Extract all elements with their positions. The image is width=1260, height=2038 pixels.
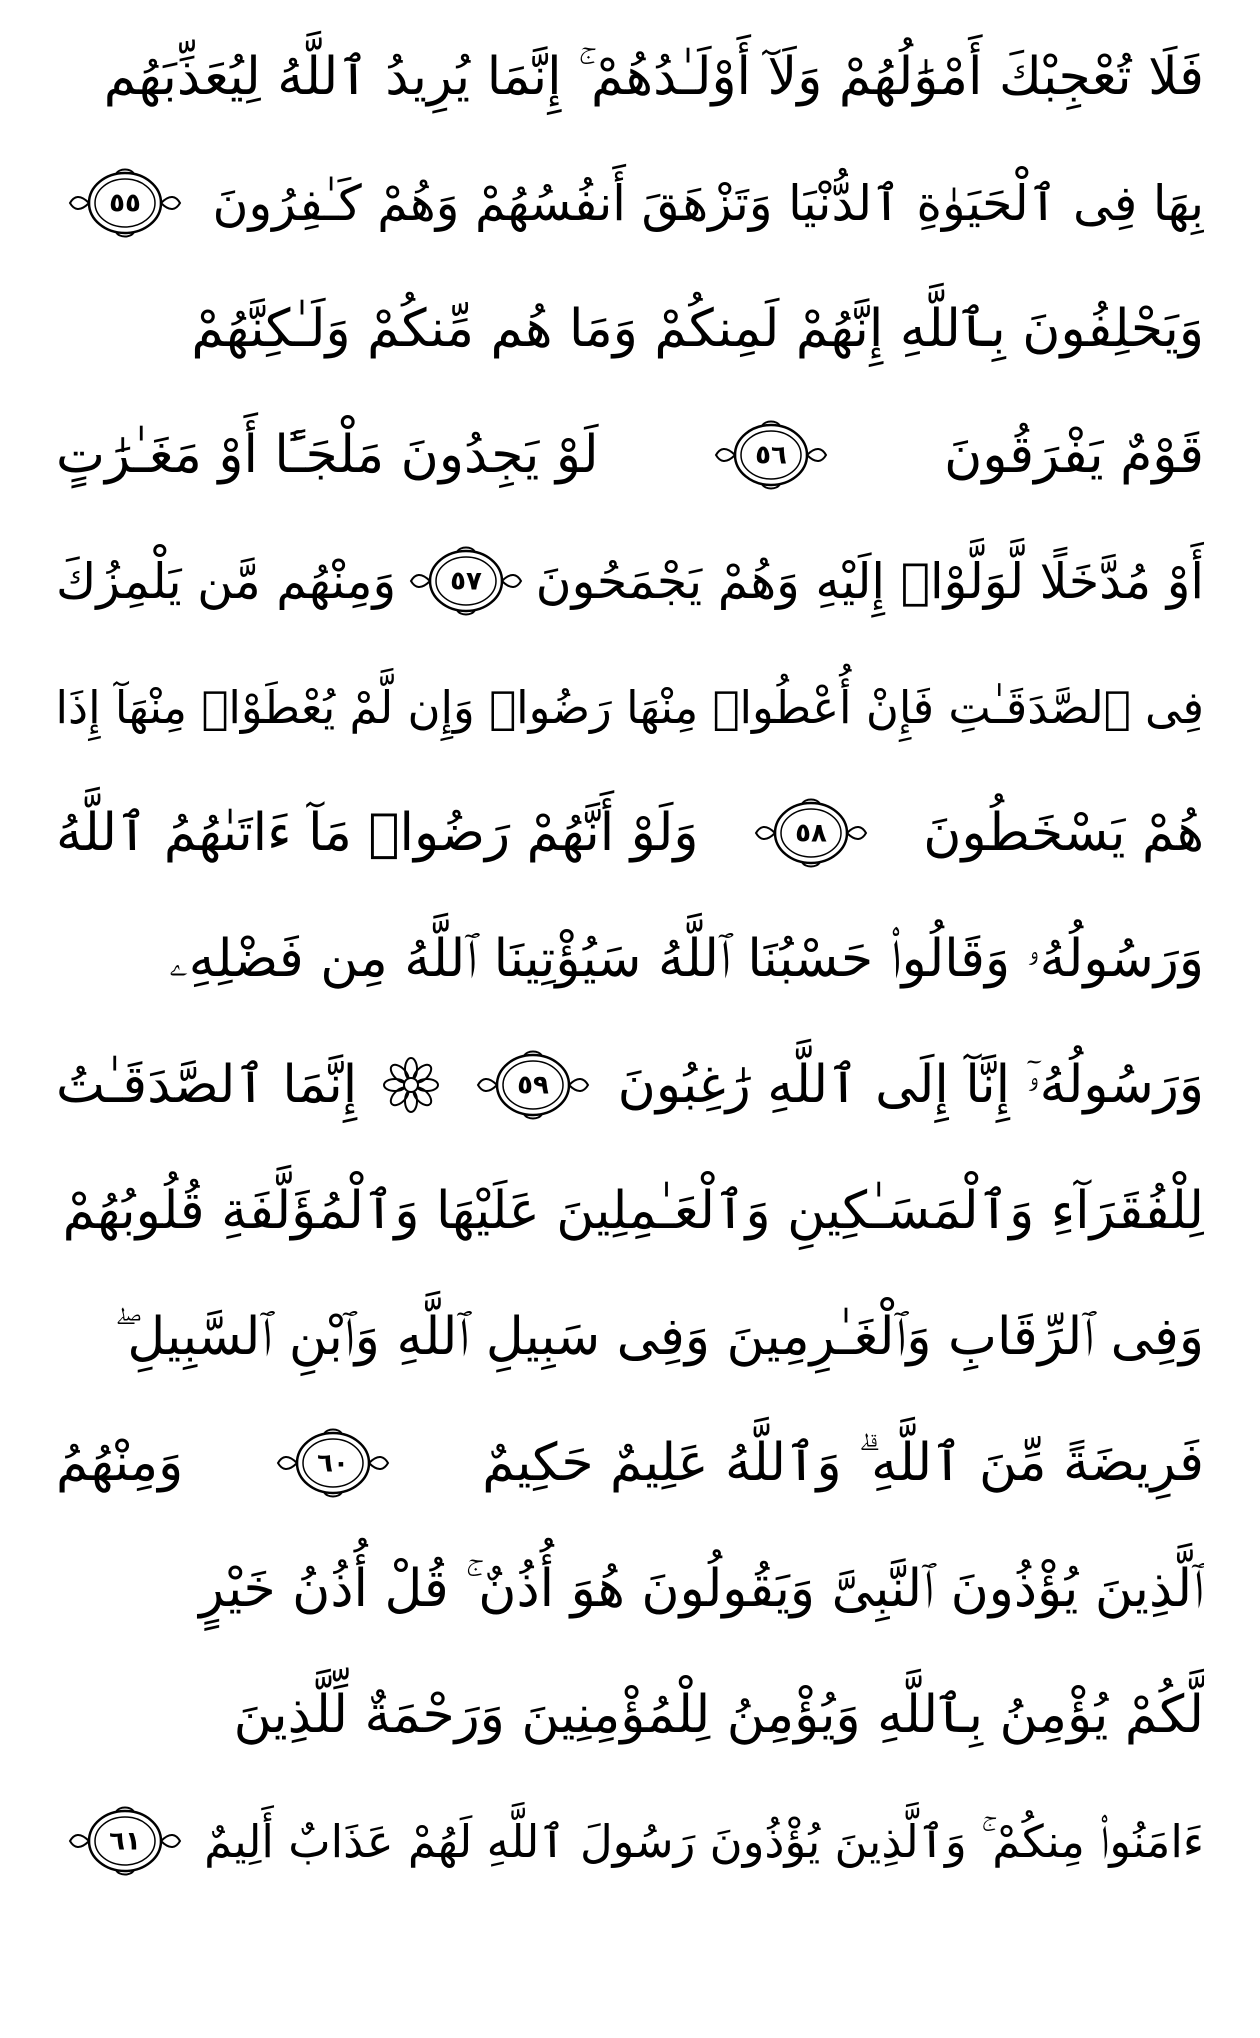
verse-text: قَوْمٌ يَفْرَقُونَ [944,425,1204,485]
text-line [56,770,1204,896]
ayah-number: ٦١ [109,1826,141,1857]
verse-text: أَوْ مُدَّخَلًا لَّوَلَّوْا۟ إِلَيْهِ وَهُمْ يَجْمَحُونَ [535,552,1204,610]
text-line [56,1652,1204,1778]
rub-el-hizb-icon [383,1057,439,1113]
ayah-number: ٦٠ [316,1448,349,1479]
text-line [56,644,1204,770]
ayah-number: ٥٦ [755,440,788,471]
verse-text: ٱلَّذِينَ يُؤْذُونَ ٱلنَّبِىَّ وَيَقُولُونَ هُوَ أُذُنٌ ۚ قُلْ أُذُنُ خَيْرٍ [199,1559,1204,1619]
verse-text: وَمِنْهُم مَّن يَلْمِزُكَ [56,552,397,610]
text-line [56,140,1204,266]
ayah-end-marker [66,1804,184,1878]
verse-text: وَيَحْلِفُونَ بِٱللَّهِ إِنَّهُمْ لَمِنكُمْ وَمَا هُم مِّنكُمْ وَلَـٰكِنَّهُمْ [191,299,1204,359]
verse-text: إِنَّمَا ٱلصَّدَقَـٰتُ [56,1055,358,1115]
text-line [56,896,1204,1022]
text-line [56,1400,1204,1526]
verse-lines [56,14,1204,1904]
text-line [56,1022,1204,1148]
ayah-end-marker [712,418,830,492]
text-line [56,1778,1204,1904]
ayah-end-marker [474,1048,592,1122]
text-line [56,14,1204,140]
verse-text: بِهَا فِى ٱلْحَيَوٰةِ ٱلدُّنْيَا وَتَزْهَقَ أَنفُسُهُمْ وَهُمْ كَـٰفِرُونَ [212,174,1204,232]
verse-text: فِى ٱلصَّدَقَـٰتِ فَإِنْ أُعْطُوا۟ مِنْهَا رَضُوا۟ وَإِن لَّمْ يُعْطَوْا۟ مِنْهَآ إِذَا [56,680,1204,734]
ayah-end-marker [407,544,525,618]
text-line [56,266,1204,392]
text-line [56,518,1204,644]
text-line [56,1526,1204,1652]
verse-text: ءَامَنُوا۟ مِنكُمْ ۚ وَٱلَّذِينَ يُؤْذُونَ رَسُولَ ٱللَّهِ لَهُمْ عَذَابٌ أَلِيمٌ [204,1814,1204,1868]
verse-text: لِلْفُقَرَآءِ وَٱلْمَسَـٰكِينِ وَٱلْعَـٰمِلِينَ عَلَيْهَا وَٱلْمُؤَلَّفَةِ قُلُوبُهُمْ [62,1181,1204,1241]
verse-text: لَوْ يَجِدُونَ مَلْجَـًٔا أَوْ مَغَـٰرَٰتٍ [56,425,599,485]
ayah-number: ٥٥ [109,188,141,219]
text-line [56,1148,1204,1274]
verse-text: هُمْ يَسْخَطُونَ [923,803,1204,863]
ayah-number: ٥٩ [517,1070,550,1101]
verse-text: وَفِى ٱلرِّقَابِ وَٱلْغَـٰرِمِينَ وَفِى سَبِيلِ ٱللَّهِ وَٱبْنِ ٱلسَّبِيلِ ۖ [114,1307,1204,1367]
verse-text: وَرَسُولُهُۥٓ إِنَّآ إِلَى ٱللَّهِ رَٰغِبُونَ [617,1055,1204,1115]
verse-text: وَلَوْ أَنَّهُمْ رَضُوا۟ مَآ ءَاتَىٰهُمُ ٱللَّهُ [56,803,699,863]
verse-text: فَلَا تُعْجِبْكَ أَمْوَٰلُهُمْ وَلَآ أَوْلَـٰدُهُمْ ۚ إِنَّمَا يُرِيدُ ٱللَّهُ لِيُعَذِّبَهُم [103,47,1204,107]
ayah-number: ٥٧ [450,566,482,597]
ayah-end-marker [274,1426,392,1500]
ayah-number: ٥٨ [795,818,827,849]
ayah-end-marker [752,796,870,870]
text-line [56,392,1204,518]
verse-text: وَمِنْهُمُ [56,1433,184,1493]
verse-text: وَرَسُولُهُۥ وَقَالُوا۟ حَسْبُنَا ٱللَّهُ سَيُؤْتِينَا ٱللَّهُ مِن فَضْلِهِۦ [168,929,1204,989]
ayah-end-marker [66,166,184,240]
verse-text: فَرِيضَةً مِّنَ ٱللَّهِ ۗ وَٱللَّهُ عَلِيمٌ حَكِيمٌ [482,1433,1204,1493]
text-line [56,1274,1204,1400]
verse-text: لَّكُمْ يُؤْمِنُ بِٱللَّهِ وَيُؤْمِنُ لِلْمُؤْمِنِينَ وَرَحْمَةٌ لِّلَّذِينَ [233,1685,1204,1745]
